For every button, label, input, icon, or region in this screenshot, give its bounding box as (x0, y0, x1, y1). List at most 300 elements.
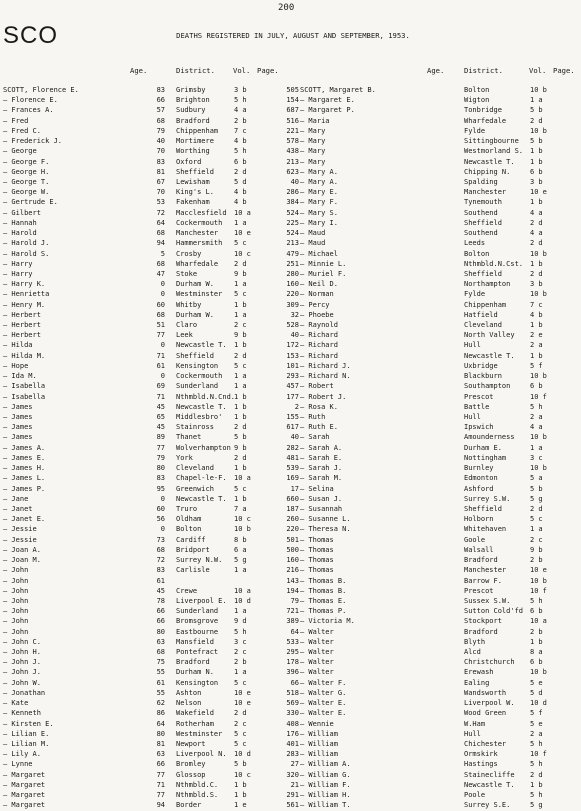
entry-volume: 6 b (234, 157, 247, 166)
entry-district: Claro (176, 321, 198, 330)
entry-volume: 1 a (530, 96, 543, 105)
entry-age: 63 (156, 637, 165, 646)
entry-volume: 5 c (234, 678, 247, 687)
entry-page: 291 (286, 791, 299, 800)
entry-volume: 10 b (530, 668, 547, 677)
entry-age: 79 (156, 453, 165, 462)
entry-district: Bradford (176, 658, 210, 667)
entry-name: — Walter G. (300, 688, 347, 697)
entry-volume: 10 d (530, 699, 547, 708)
entry-district: Middlesbro' (176, 413, 223, 421)
entry-name: — Richard J. (300, 361, 351, 370)
entry-page: 216 (286, 566, 299, 575)
entry-district: Spalding (464, 177, 498, 186)
entry-age: 5 (160, 249, 165, 258)
entry-district: Manchester (176, 229, 219, 238)
entry-district: Bradford (464, 627, 498, 636)
entry-volume: 10 c (234, 770, 251, 779)
entry-age: 61 (156, 576, 165, 585)
entry-volume: 10 e (530, 188, 547, 197)
entry-name: — Walter (300, 648, 334, 657)
entry-page: 687 (286, 106, 299, 115)
entry-district: Ormskirk (464, 750, 498, 759)
entry-page: 438 (286, 147, 299, 156)
entry-district: Durham W. (176, 280, 214, 289)
entry-volume: 1 b (234, 494, 247, 503)
entry-district: Chapel-le-F. (176, 474, 227, 483)
entry-district: Manchester (464, 188, 507, 197)
entry-name: — Raynold (300, 321, 338, 330)
entry-name: — John (3, 596, 29, 605)
entry-age: 61 (156, 361, 165, 370)
entry-name: — Richard (300, 351, 338, 360)
entry-volume: 5 h (530, 791, 543, 800)
entry-name: — William T. (300, 801, 351, 810)
entry-district: Southend (464, 208, 498, 217)
entry-name: — Jonathan (3, 688, 46, 697)
entry-district: Greenwich (176, 484, 214, 493)
entry-volume: 3 b (530, 280, 543, 289)
entry-district: Christchurch (464, 658, 515, 667)
entry-district: Sheffield (464, 218, 502, 227)
entry-name: — John J. (3, 658, 41, 667)
entry-name: — Mary (300, 157, 326, 166)
entry-district: Nottingham (464, 453, 507, 462)
entry-district: Durham W. (176, 310, 214, 319)
entry-name: — George T. (3, 177, 50, 186)
entry-district: Poole (464, 791, 486, 800)
entry-age: 66 (156, 760, 165, 769)
entry-age: 78 (156, 596, 165, 605)
entry-name: — Walter (300, 668, 334, 677)
age-header: Age. (427, 66, 445, 75)
entry-page: 220 (286, 525, 299, 534)
entry-name: — Robert (300, 382, 334, 391)
entry-district: Wolverhampton (176, 443, 231, 452)
entry-page: 518 (286, 688, 299, 697)
entry-age: 40 (156, 137, 165, 146)
entry-name: — John (3, 586, 29, 595)
entry-name: — John C. (3, 637, 41, 646)
entry-volume: 5 f (530, 709, 543, 718)
entry-name: — Margaret E. (300, 96, 355, 105)
entry-volume: 5 b (530, 484, 543, 493)
entry-district: Newport (176, 740, 206, 748)
entry-page: 524 (286, 208, 299, 217)
entry-page: 516 (286, 116, 299, 125)
entry-page: 505 (286, 86, 299, 94)
entry-page: 408 (286, 719, 299, 728)
entry-name: — John (3, 576, 29, 585)
entry-volume: 5 h (530, 740, 543, 748)
entry-name: — Mary (300, 137, 326, 146)
entry-name: — Kenneth (3, 709, 41, 718)
entry-volume: 5 c (234, 740, 247, 748)
entry-district: Surrey S.W. (464, 494, 511, 503)
entry-district: Southampton (464, 382, 511, 391)
entry-age: 83 (156, 474, 165, 483)
entry-volume: 9 d (234, 617, 247, 626)
entry-district: Stoke (176, 269, 198, 278)
entry-volume: 2 d (234, 351, 247, 360)
entry-page: 396 (286, 668, 299, 677)
entry-volume: 1 b (530, 637, 543, 646)
entry-district: Nthmbld.C. (176, 780, 219, 789)
entry-volume: 10 b (530, 576, 547, 585)
entry-volume: 1 a (234, 607, 247, 616)
entry-page: 155 (286, 413, 299, 421)
entry-age: 47 (156, 269, 165, 278)
entry-district: Hammersmith (176, 239, 223, 248)
entry-district: Walsall (464, 545, 494, 554)
entry-name: — Ida M. (3, 372, 37, 381)
entry-name: — Walter (300, 627, 334, 636)
entry-name: — Margaret P. (300, 106, 355, 115)
entry-age: 71 (156, 351, 165, 360)
entry-name: — Jessie (3, 525, 37, 534)
entry-volume: 2 d (234, 423, 247, 432)
entry-volume: 2 b (530, 556, 543, 565)
entry-age: 69 (156, 382, 165, 391)
age-header: Age. (130, 66, 148, 75)
entry-district: Whitehaven (464, 525, 507, 534)
entry-volume: 10 e (234, 688, 251, 697)
entry-district: Newcastle T. (464, 780, 515, 789)
entry-name: — Harold J. (3, 239, 50, 248)
entry-name: — Gertrude E. (3, 198, 58, 207)
entry-volume: 5 c (234, 290, 247, 299)
entry-volume: 5 d (234, 177, 247, 186)
entry-age: 45 (156, 423, 165, 432)
entry-district: Burnley (464, 464, 494, 473)
entry-volume: 5 h (234, 96, 247, 105)
district-header: District. (464, 66, 503, 75)
entry-volume: 5 f (530, 361, 543, 370)
entry-page: 40 (290, 177, 299, 186)
entry-district: Wood Green (464, 709, 507, 718)
entry-volume: 9 b (234, 331, 247, 340)
entry-district: Nthmbld.N.Cst. (464, 259, 524, 268)
entry-volume: 1 a (530, 525, 543, 534)
entry-volume: 10 c (234, 515, 251, 524)
entry-district: Newcastle T. (176, 494, 227, 503)
entry-name: — Thomas (300, 556, 334, 565)
entry-volume: 8 a (530, 648, 543, 657)
entry-page: 721 (286, 607, 299, 616)
entry-age: 80 (156, 464, 165, 473)
entry-name: — Harry (3, 259, 33, 268)
entry-volume: 1 a (234, 566, 247, 575)
entry-district: Nelson (176, 699, 202, 708)
entry-district: Cockermouth (176, 218, 223, 227)
entry-district: Border (176, 801, 202, 810)
entry-volume: 4 b (234, 198, 247, 207)
entry-district: Ashford (464, 484, 494, 493)
entry-name: — Henry M. (3, 300, 46, 309)
entry-district: Northampton (464, 280, 511, 289)
entry-district: Westminster (176, 290, 223, 299)
entry-page: 457 (286, 382, 299, 391)
entry-district: Uxbridge (464, 361, 498, 370)
entry-name: — Minnie L. (300, 259, 347, 268)
entry-district: York (176, 453, 193, 462)
entry-page: 481 (286, 453, 299, 462)
entry-age: 77 (156, 331, 165, 340)
entry-district: Prescot (464, 586, 494, 595)
entry-volume: 5 h (530, 596, 543, 605)
entry-name: — Mary (300, 126, 326, 135)
entry-page: 617 (286, 423, 299, 432)
entry-volume: 10 b (530, 86, 547, 94)
entry-name: — Sarah (300, 433, 330, 442)
entry-volume: 2 d (530, 218, 543, 227)
entry-district: Bradford (464, 556, 498, 565)
entry-volume: 1 b (234, 402, 247, 411)
entry-page: 578 (286, 137, 299, 146)
entry-page: 32 (290, 310, 299, 319)
entry-age: 45 (156, 586, 165, 595)
entry-name: — John W. (3, 678, 41, 687)
entry-district: Crewe (176, 586, 198, 595)
entry-page: 66 (290, 678, 299, 687)
entry-page: 194 (286, 586, 299, 595)
entry-name: — Sarah M. (300, 474, 343, 483)
entry-volume: 7 c (234, 126, 247, 135)
entry-name: — Kate (3, 699, 29, 708)
entry-age: 79 (156, 126, 165, 135)
entry-name: — Lilian E. (3, 729, 50, 738)
entry-page: 160 (286, 280, 299, 289)
entry-name: — Kirsten E. (3, 719, 54, 728)
entry-name: — Walter (300, 658, 334, 667)
entry-district: Sittingbourne (464, 137, 519, 146)
entry-district: Bradford (176, 116, 210, 125)
entry-name: — James L. (3, 474, 46, 483)
entry-name: — Selina (300, 484, 334, 493)
entry-district: Manchester (464, 566, 507, 575)
entry-page: 524 (286, 229, 299, 238)
entry-volume: 10 e (234, 229, 251, 238)
entry-age: 86 (156, 709, 165, 718)
entry-name: — William F. (300, 780, 351, 789)
entry-age: 0 (160, 494, 165, 503)
entry-volume: 10 f (530, 750, 547, 759)
entry-name: — Lilian M. (3, 740, 50, 748)
entry-volume: 5 b (234, 433, 247, 442)
entry-name: — Lynne (3, 760, 33, 769)
entry-page: 2 (294, 402, 299, 411)
entry-age: 94 (156, 801, 165, 810)
entry-volume: 2 c (234, 321, 247, 330)
entry-volume: 6 b (530, 382, 543, 391)
entry-volume: 7 c (530, 300, 543, 309)
entry-page: 660 (286, 494, 299, 503)
entry-volume: 3 c (530, 453, 543, 462)
entry-district: King's L. (176, 188, 214, 197)
entry-volume: 8 b (234, 535, 247, 544)
entry-name: — Theresa N. (300, 525, 351, 534)
entry-page: 160 (286, 556, 299, 565)
entry-district: Southend (464, 229, 498, 238)
entry-volume: 1 a (530, 443, 543, 452)
entry-name: SCOTT, Florence E. (3, 86, 79, 94)
entry-page: 187 (286, 504, 299, 513)
entry-age: 73 (156, 535, 165, 544)
entry-volume: 1 b (234, 464, 247, 473)
entry-age: 0 (160, 525, 165, 534)
entry-district: Sheffield (464, 504, 502, 513)
entry-page: 330 (286, 709, 299, 718)
entry-page: 260 (286, 515, 299, 524)
entry-name: — Frances A. (3, 106, 54, 115)
entry-page: 569 (286, 699, 299, 708)
entry-name: — Joan M. (3, 556, 41, 565)
entry-age: 66 (156, 607, 165, 616)
entry-age: 68 (156, 229, 165, 238)
entry-volume: 10 b (530, 433, 547, 442)
entry-district: Tonbridge (464, 106, 502, 115)
entry-volume: 2 d (530, 239, 543, 248)
entry-volume: 5 h (234, 147, 247, 156)
entry-district: North Valley (464, 331, 515, 340)
entry-name: — Joan A. (3, 545, 41, 554)
entry-page: 295 (286, 648, 299, 657)
entry-volume: 9 b (530, 545, 543, 554)
entry-volume: 10 d (234, 750, 251, 759)
entry-volume: 1 a (234, 382, 247, 391)
entry-volume: 5 g (530, 801, 543, 810)
entry-name: — Hannah (3, 218, 37, 227)
entry-age: 95 (156, 484, 165, 493)
entry-district: Wandsworth (464, 688, 507, 697)
entry-district: Wigton (464, 96, 490, 105)
entry-volume: 1 b (234, 780, 247, 789)
entry-district: Blyth (464, 637, 486, 646)
entry-name: — Herbert (3, 321, 41, 330)
entry-volume: 7 a (234, 504, 247, 513)
entry-volume: 3 b (530, 177, 543, 186)
entry-age: 63 (156, 750, 165, 759)
entry-district: Alcd (464, 648, 481, 657)
entry-district: Tynemouth (464, 198, 502, 207)
entry-name: — Susan J. (300, 494, 343, 503)
entry-name: — Maud (300, 239, 326, 248)
entry-district: Surrey N.W. (176, 556, 223, 565)
entry-age: 80 (156, 627, 165, 636)
entry-volume: 10 a (234, 586, 251, 595)
entry-page: 479 (286, 249, 299, 258)
entry-age: 81 (156, 167, 165, 176)
entry-volume: 10 e (234, 699, 251, 708)
entry-name: — James P. (3, 484, 46, 493)
entry-volume: 2 a (530, 341, 543, 350)
entry-district: Carlisle (176, 566, 210, 575)
entry-volume: 5 c (530, 515, 543, 524)
entry-page: 27 (290, 760, 299, 769)
entry-volume: 10 b (530, 249, 547, 258)
entry-name: — Thomas (300, 535, 334, 544)
entry-volume: 1 a (234, 372, 247, 381)
entry-name: — Ruth (300, 413, 326, 421)
entry-volume: 4 a (530, 208, 543, 217)
entry-name: — James (3, 402, 33, 411)
entry-volume: 10 b (530, 372, 547, 381)
entry-name: — Harold S. (3, 249, 50, 258)
entry-volume: 10 b (530, 464, 547, 473)
entry-district: Sheffield (464, 269, 502, 278)
entry-volume: 4 b (234, 188, 247, 197)
entry-name: — Thomas (300, 545, 334, 554)
entry-district: Hastings (464, 760, 498, 769)
entry-page: 533 (286, 637, 299, 646)
entry-page: 528 (286, 321, 299, 330)
entry-age: 71 (156, 780, 165, 789)
entry-district: Worthing (176, 147, 210, 156)
entry-volume: 5 b (530, 137, 543, 146)
entry-district: Erewash (464, 668, 494, 677)
entry-age: 55 (156, 668, 165, 677)
entry-volume: 5 g (530, 494, 543, 503)
entry-age: 94 (156, 239, 165, 248)
entry-district: Rotherham (176, 719, 214, 728)
entry-page: 320 (286, 770, 299, 779)
entry-name: — Walter E. (300, 709, 347, 718)
entry-district: Cardiff (176, 535, 206, 544)
entry-name: — John (3, 617, 29, 626)
entry-volume: 1 b (234, 392, 247, 401)
entry-age: 83 (156, 86, 165, 94)
entry-age: 81 (156, 740, 165, 748)
entry-district: Pontefract (176, 648, 219, 657)
entry-volume: 5 h (530, 760, 543, 769)
page-header: Page. (553, 66, 575, 75)
entry-volume: 5 d (530, 688, 543, 697)
entry-name: — Susannah (300, 504, 343, 513)
entry-age: 89 (156, 433, 165, 442)
entry-page: 282 (286, 443, 299, 452)
entry-name: — Ruth E. (300, 423, 338, 432)
entry-age: 80 (156, 729, 165, 738)
entry-name: — Fred (3, 116, 29, 125)
entry-name: — Susanne L. (300, 515, 351, 524)
entry-volume: 2 d (530, 116, 543, 125)
entry-name: — Victoria M. (300, 617, 355, 626)
entry-volume: 5 c (234, 239, 247, 248)
entry-name: — Maud (300, 229, 326, 238)
entry-page: 79 (290, 596, 299, 605)
entry-page: 500 (286, 545, 299, 554)
entry-volume: 10 b (530, 126, 547, 135)
entry-volume: 4 b (234, 137, 247, 146)
entry-district: Durham E. (464, 443, 502, 452)
entry-volume: 10 b (234, 525, 251, 534)
entry-district: Liverpool E. (176, 596, 227, 605)
entry-name: — Frederick J. (3, 137, 63, 146)
entry-age: 61 (156, 678, 165, 687)
entry-volume: 5 b (530, 106, 543, 115)
entry-district: Mortimere (176, 137, 214, 146)
entry-volume: 10 f (530, 586, 547, 595)
entry-age: 55 (156, 688, 165, 697)
entry-page: 17 (290, 484, 299, 493)
entry-volume: 10 a (530, 617, 547, 626)
entry-district: Cleveland (464, 321, 502, 330)
entry-page: 154 (286, 96, 299, 105)
entry-volume: 2 c (234, 648, 247, 657)
entry-page: 286 (286, 188, 299, 197)
entry-volume: 10 c (234, 249, 251, 258)
entry-volume: 2 c (530, 535, 543, 544)
